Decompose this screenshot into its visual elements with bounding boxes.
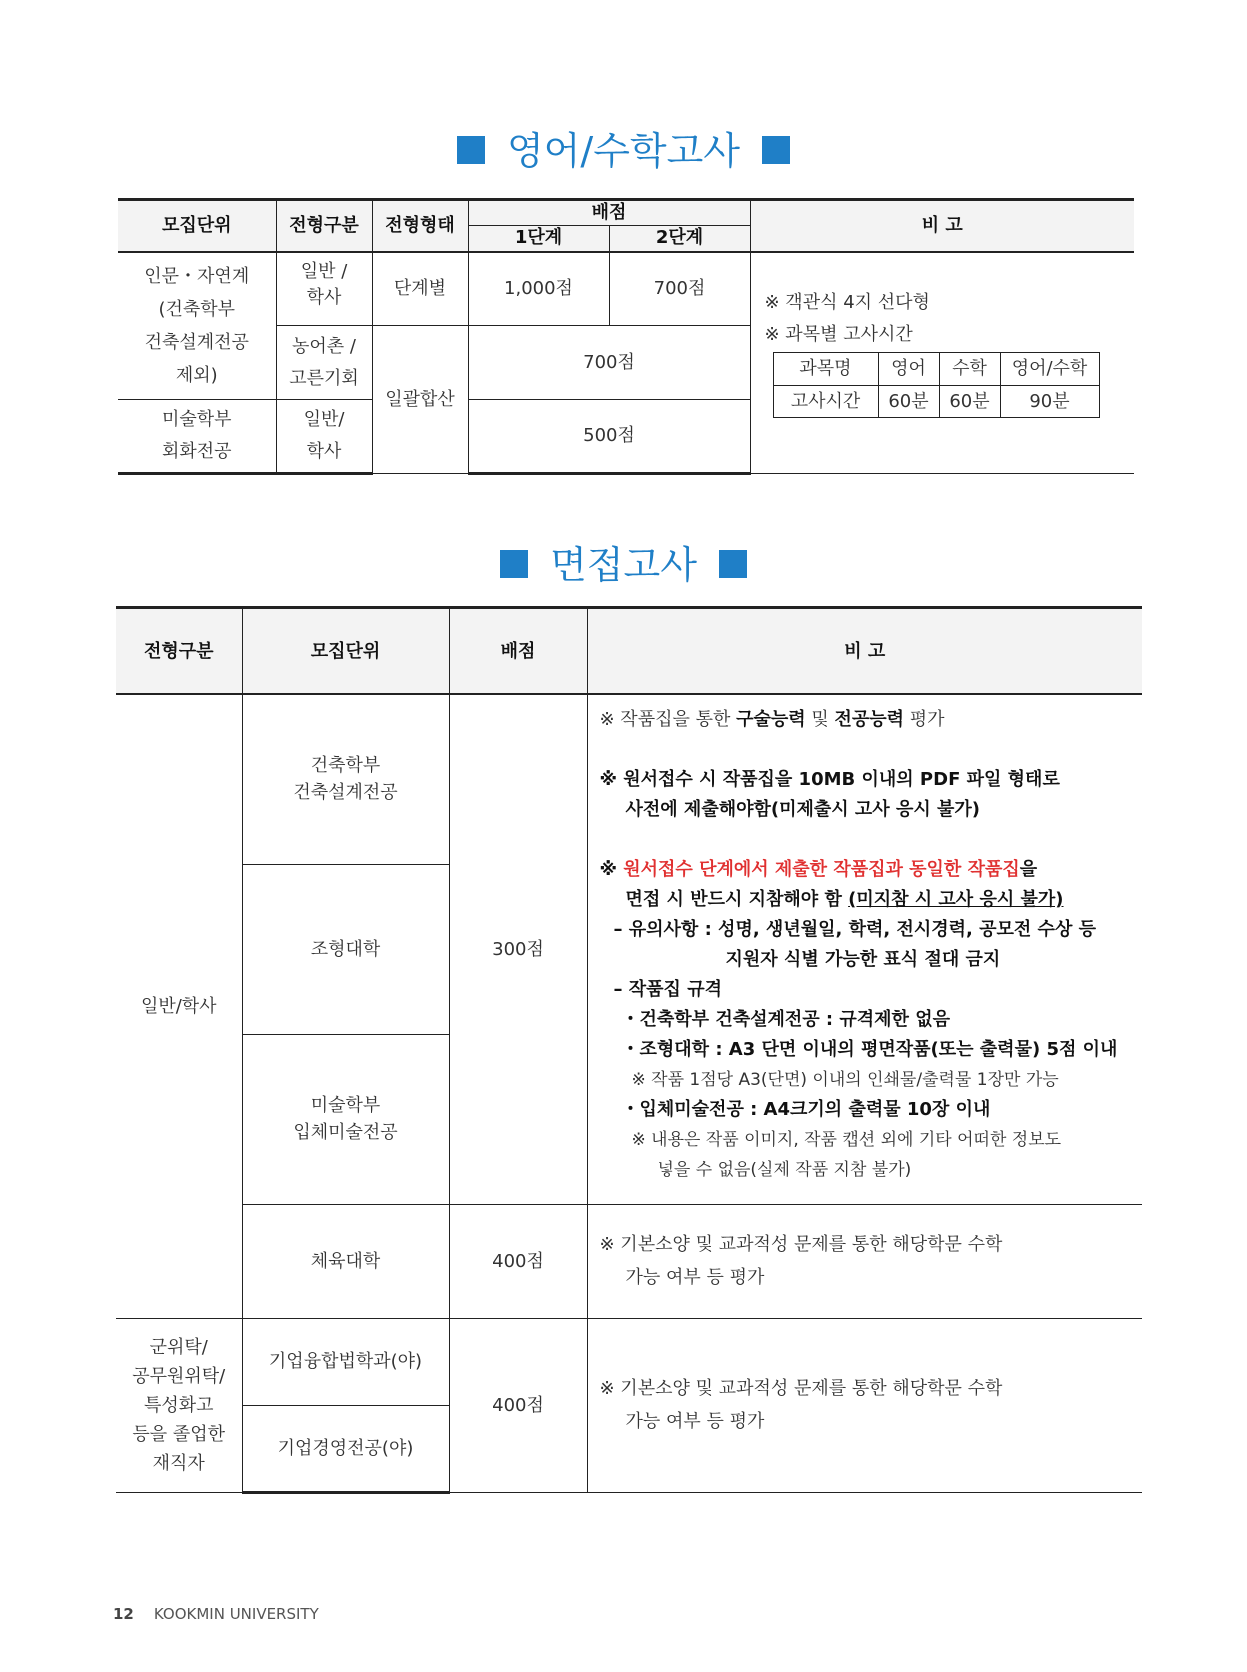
- form-combined: 일괄합산: [372, 326, 468, 474]
- score-combined: 700점: [468, 326, 750, 400]
- header-form: 전형형태: [372, 200, 468, 252]
- page-footer: [113, 1605, 319, 1623]
- header-unit: 모집단위: [242, 608, 449, 695]
- exam-notes: ※ 객관식 4지 선다형 ※ 과목별 고사시간 과목명 영어 수학 영어/수학 고사시간 60분 60분 90분: [750, 252, 1134, 474]
- unit-humanities: 인문・자연계 (건축학부 건축설계전공 제외): [118, 252, 276, 400]
- unit-sculpture: 미술학부 입체미술전공: [242, 1034, 449, 1204]
- exam-table: [118, 198, 1134, 475]
- score-stage2: 700점: [609, 252, 750, 326]
- square-icon: [762, 136, 790, 164]
- score-stage1: 1,000점: [468, 252, 609, 326]
- header-score: 배점: [468, 200, 750, 226]
- square-icon: [719, 550, 747, 578]
- header-stage2: 2단계: [609, 226, 750, 252]
- unit-corporate-law: 기업융합법학과(야): [242, 1318, 449, 1405]
- sports-notes: ※ 기본소양 및 교과적성 문제를 통한 해당학문 수학 가능 여부 등 평가: [587, 1204, 1142, 1318]
- type-working: 군위탁/ 공무원위탁/ 특성화고 등을 졸업한 재직자: [116, 1318, 242, 1492]
- unit-art: 미술학부 회화전공: [118, 400, 276, 474]
- section-title-text: 영어/수학고사: [506, 129, 741, 173]
- working-notes: ※ 기본소양 및 교과적성 문제를 통한 해당학문 수학 가능 여부 등 평가: [587, 1318, 1142, 1492]
- footer-text: KOOKMIN UNIVERSITY: [153, 1605, 319, 1623]
- header-remarks: 비 고: [750, 200, 1134, 252]
- type-rural: 농어촌 / 고른기회: [276, 326, 372, 400]
- header-unit: 모집단위: [118, 200, 276, 252]
- unit-sports: 체육대학: [242, 1204, 449, 1318]
- type-art: 일반/ 학사: [276, 400, 372, 474]
- page-number: 12: [113, 1605, 134, 1623]
- score-sports: 400점: [449, 1204, 587, 1318]
- header-type: 전형구분: [276, 200, 372, 252]
- square-icon: [500, 550, 528, 578]
- section-title-text: 면접고사: [550, 543, 697, 587]
- unit-business: 기업경영전공(야): [242, 1405, 449, 1492]
- score-working: 400점: [449, 1318, 587, 1492]
- square-icon: [457, 136, 485, 164]
- exam-time-table: 과목명 영어 수학 영어/수학 고사시간 60분 60분 90분: [773, 352, 1100, 418]
- header-stage1: 1단계: [468, 226, 609, 252]
- form-staged: 단계별: [372, 252, 468, 326]
- section-title-exam: [0, 120, 1247, 175]
- type-general: 일반 / 학사: [276, 252, 372, 326]
- interview-table: [116, 606, 1142, 1494]
- interview-notes: ※ 작품집을 통한 구술능력 및 전공능력 평가 ※ 원서접수 시 작품집을 10MB 이내의 PDF 파일 형태로 사전에 제출해야함(미제출시 고사 응시 불가) ※ 원서접수 단계에서 제출한 작품집과 동일한 작품집을 면접 시 반드시 지참해야 함 (미지참 시 고사 응시 불가) – 유의사항 : 성명, 생년월일, 학력, 전시경력, 공모전 수상 등 지원자 식별 가능한 표식 절대 금지 – 작품집 규격 ・건축학부 건축설계전공 : 규격제한 없음 ・조형대학 : A3 단면 이내의 평면작품(또는 출력물) 5점 이내 ※ 작품 1점당 A3(단면) 이내의 인쇄물/출력물 1장만 가능 ・입체미술전공 : A4크기의 출력물 10장 이내 ※ 내용은 작품 이미지, 작품 캡션 외에 기타 어떠한 정보도 넣을 수 없음(실제 작품 지참 불가): [587, 694, 1142, 1204]
- header-score: 배점: [449, 608, 587, 695]
- header-remarks: 비 고: [587, 608, 1142, 695]
- score-main: 300점: [449, 694, 587, 1204]
- unit-design: 조형대학: [242, 864, 449, 1034]
- unit-architecture: 건축학부 건축설계전공: [242, 694, 449, 864]
- section-title-interview: [0, 534, 1247, 589]
- score-art: 500점: [468, 400, 750, 474]
- type-general: 일반/학사: [116, 694, 242, 1318]
- header-type: 전형구분: [116, 608, 242, 695]
